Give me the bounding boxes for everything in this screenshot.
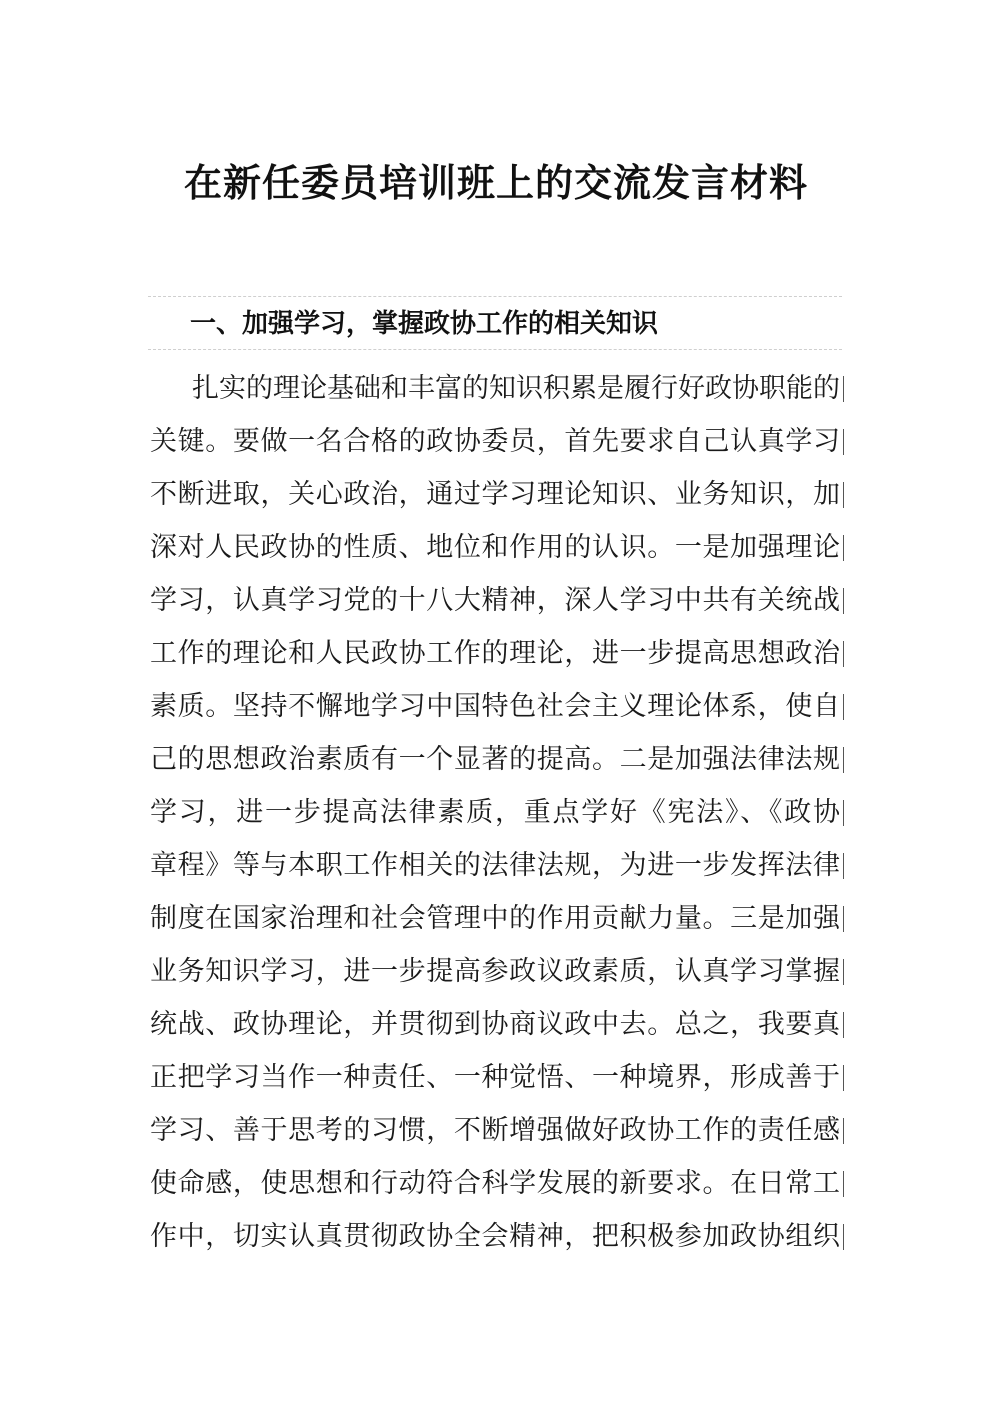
margin-mark	[843, 1065, 844, 1091]
margin-mark	[843, 853, 844, 879]
margin-mark	[843, 959, 844, 985]
paragraph-line: 学习，认真学习党的十八大精神，深人学习中共有关统战	[150, 585, 840, 616]
margin-mark	[843, 747, 844, 773]
margin-mark	[843, 376, 844, 402]
paragraph-line: 不断进取，关心政治，通过学习理论知识、业务知识，加	[150, 479, 840, 510]
margin-mark	[843, 482, 844, 508]
margin-mark	[843, 800, 844, 826]
margin-mark	[843, 535, 844, 561]
margin-mark	[843, 588, 844, 614]
margin-mark	[843, 694, 844, 720]
paragraph-line: 章程》等与本职工作相关的法律法规，为进一步发挥法律	[150, 850, 840, 881]
paragraph-line: 工作的理论和人民政协工作的理论，进一步提高思想政治	[150, 638, 840, 669]
paragraph-line: 使命感，使思想和行动符合科学发展的新要求。在日常工	[150, 1168, 840, 1199]
paragraph-line: 深对人民政协的性质、地位和作用的认识。一是加强理论	[150, 532, 840, 563]
margin-mark	[843, 429, 844, 455]
paragraph-line: 学习、善于思考的习惯，不断增强做好政协工作的责任感	[150, 1115, 840, 1146]
paragraph-line: 扎实的理论基础和丰富的知识积累是履行好政协职能的	[192, 373, 840, 404]
paragraph-line: 制度在国家治理和社会管理中的作用贡献力量。三是加强	[150, 903, 840, 934]
paragraph-line: 作中，切实认真贯彻政协全会精神，把积极参加政协组织	[150, 1221, 840, 1252]
margin-mark	[843, 1012, 844, 1038]
paragraph-line: 业务知识学习，进一步提高参政议政素质，认真学习掌握	[150, 956, 840, 987]
margin-mark	[843, 906, 844, 932]
margin-mark	[843, 1118, 844, 1144]
document-title: 在新任委员培训班上的交流发言材料	[183, 160, 808, 205]
section-heading: 一、加强学习，掌握政协工作的相关知识	[190, 309, 659, 339]
paragraph-line: 己的思想政治素质有一个显著的提高。二是加强法律法规	[150, 744, 840, 775]
heading-bottom-rule	[148, 349, 842, 350]
heading-top-rule	[148, 296, 842, 297]
margin-mark	[843, 1224, 844, 1250]
paragraph-line: 关键。要做一名合格的政协委员，首先要求自己认真学习	[150, 426, 840, 457]
paragraph-line: 统战、政协理论，并贯彻到协商议政中去。总之，我要真	[150, 1009, 840, 1040]
paragraph-line: 素质。坚持不懈地学习中国特色社会主义理论体系，使自	[150, 691, 840, 722]
paragraph-line: 正把学习当作一种责任、一种觉悟、一种境界，形成善于	[150, 1062, 840, 1093]
paragraph-line: 学习，进一步提高法律素质，重点学好《宪法》、《政协	[150, 797, 840, 828]
margin-mark	[843, 1171, 844, 1197]
margin-mark	[843, 641, 844, 667]
